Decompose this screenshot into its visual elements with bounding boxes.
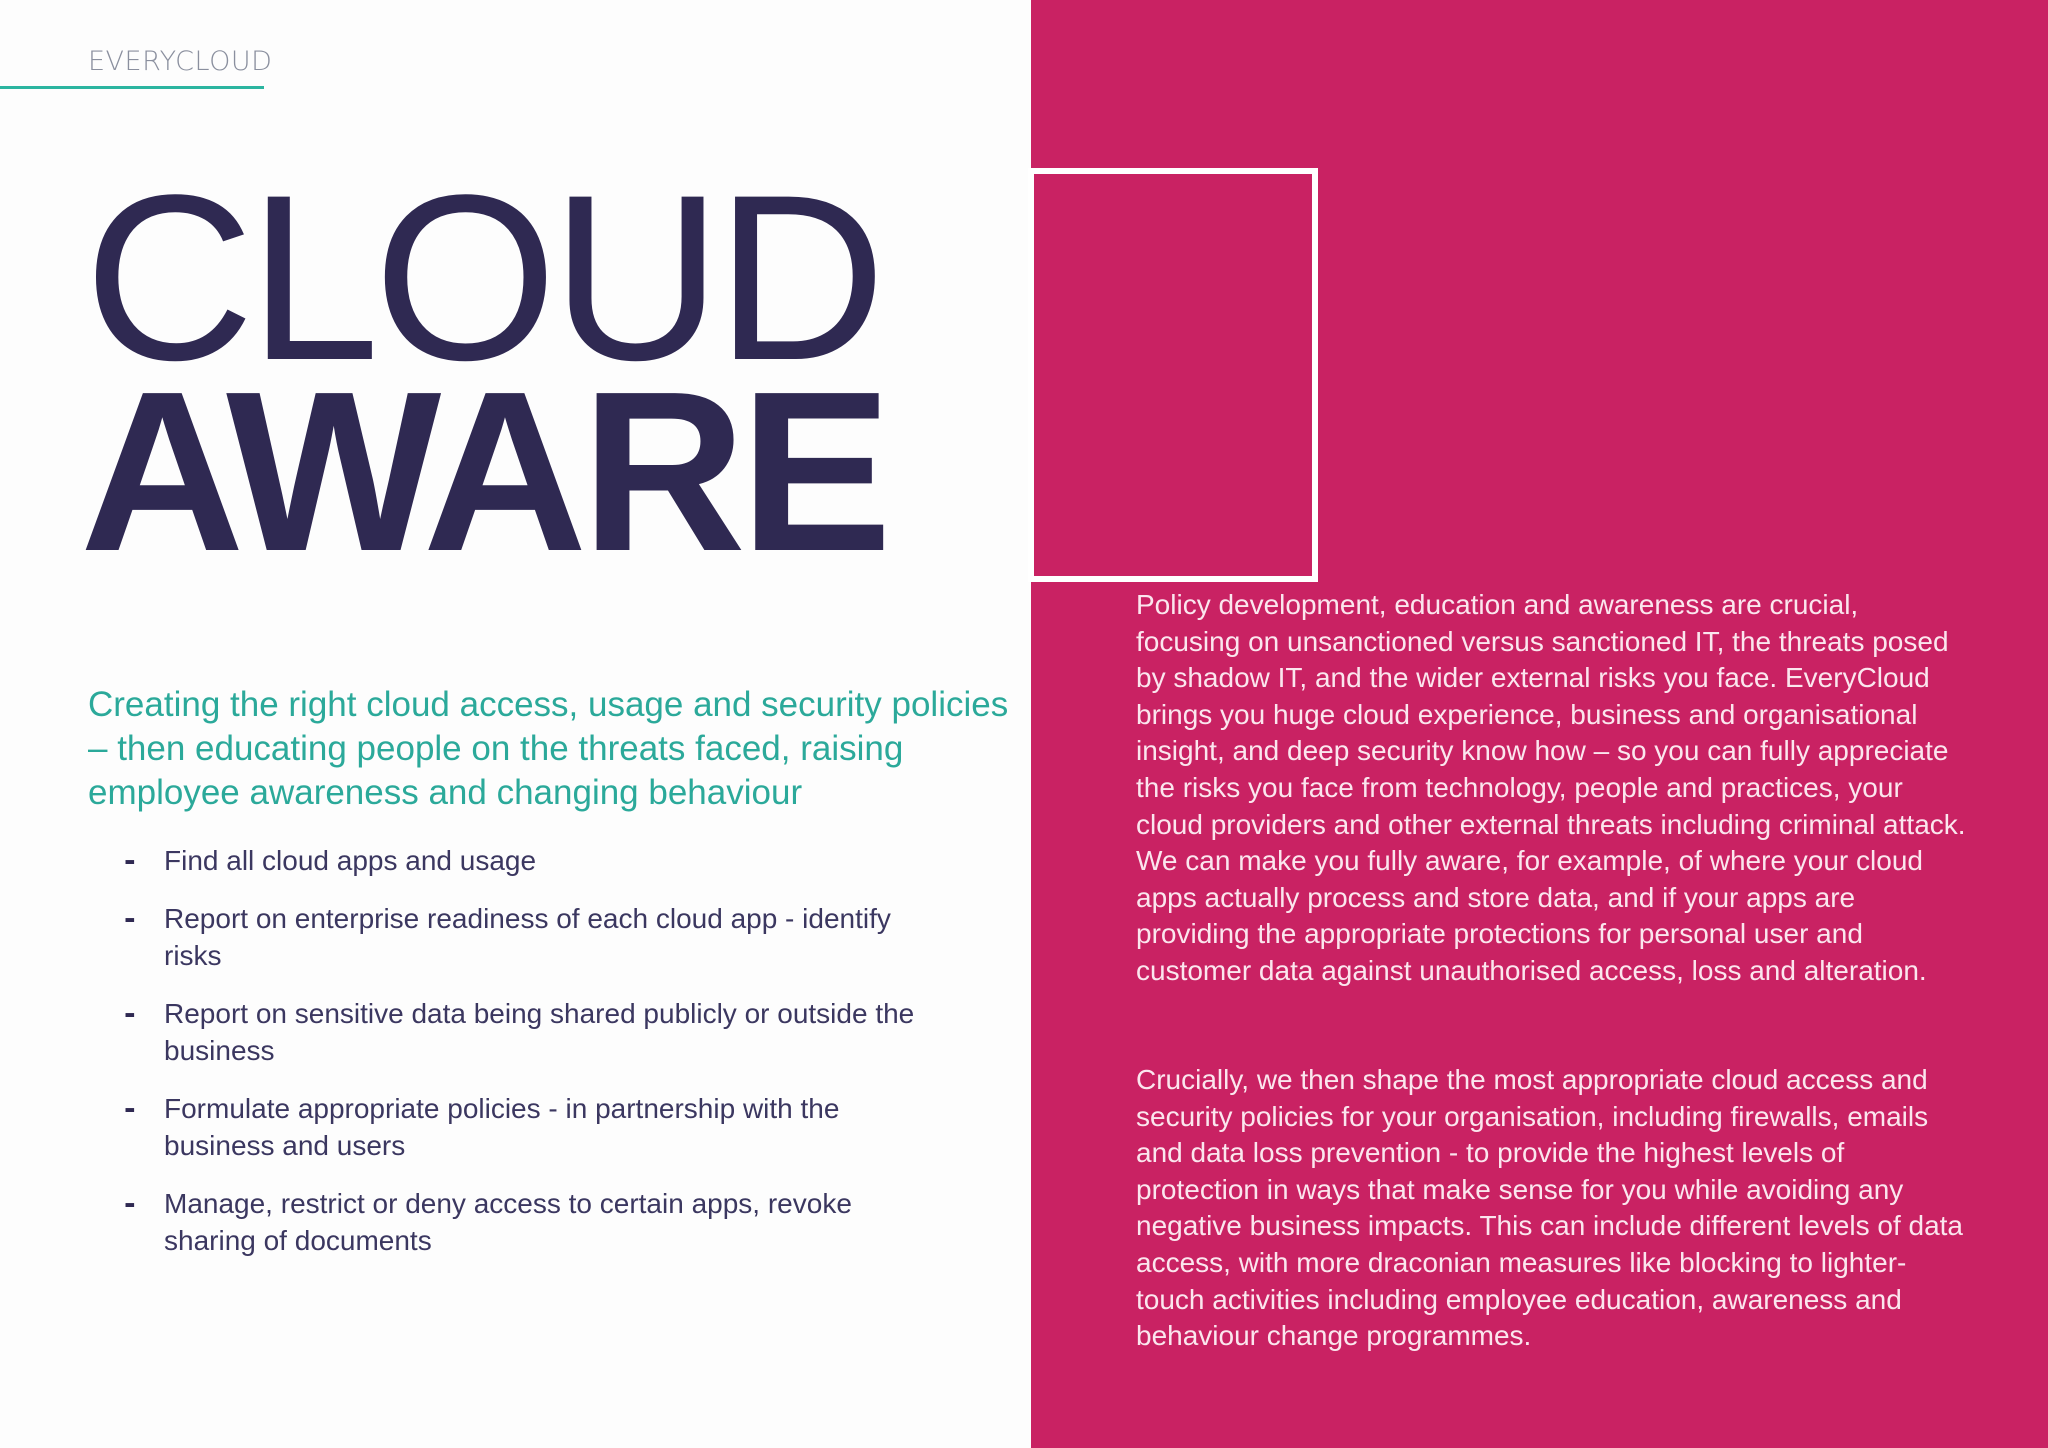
list-item xyxy=(124,842,944,879)
bullet-dash: - xyxy=(124,1187,136,1220)
bullet-text: Manage, restrict or deny access to certain apps, revoke sharing of documents xyxy=(164,1188,852,1256)
bullet-dash: - xyxy=(124,844,136,877)
decorative-frame xyxy=(1028,168,1318,582)
bullet-dash: - xyxy=(124,1092,136,1125)
list-item xyxy=(124,900,944,974)
bullet-text: Find all cloud apps and usage xyxy=(164,845,537,876)
body-paragraph-2: Crucially, we then shape the most appropriate cloud access and security policies for your organisation, including firewalls, emails and data loss prevention - to provide the highest levels of protection in ways that make sense for you while avoiding any negative business impacts. This can include different levels of data access, with more draconian measures like blocking to lighter-touch activities including employee education, awareness and behaviour change programmes. xyxy=(1136,1064,1963,1352)
bullet-text: Formulate appropriate policies - in partnership with the business and users xyxy=(164,1093,840,1161)
list-item xyxy=(124,1090,944,1164)
bullet-dash: - xyxy=(124,997,136,1030)
bullet-list xyxy=(124,842,944,1280)
subtitle: Creating the right cloud access, usage and security policies – then educating people on the threats faced, raising employee awareness and changing behaviour xyxy=(88,685,1009,812)
body-paragraph-1: Policy development, education and awareness are crucial, focusing on unsanctioned versus sanctioned IT, the threats posed by shadow IT, and the wider external risks you face. EveryCloud brings you huge cloud experience, business and organisational insight, and deep security know how – so you can fully appreciate the risks you face from technology, people and practices, your cloud providers and other external threats including criminal attack. We can make you fully aware, for example, of where your cloud apps actually process and store data, and if your apps are providing the appropriate protections for personal user and customer data against unauthorised access, loss and alteration. xyxy=(1136,589,1966,986)
bullet-text: Report on enterprise readiness of each cloud app - identify risks xyxy=(164,903,891,971)
brand-underline xyxy=(0,86,264,89)
list-item xyxy=(124,1185,944,1259)
title-line-cloud: CLOUD xyxy=(84,146,881,410)
list-item xyxy=(124,995,944,1069)
brand-name: EVERYCLOUD xyxy=(88,46,273,77)
bullet-text: Report on sensitive data being shared publicly or outside the business xyxy=(164,998,915,1066)
title-line-aware: AWARE xyxy=(80,345,887,599)
bullet-dash: - xyxy=(124,902,136,935)
